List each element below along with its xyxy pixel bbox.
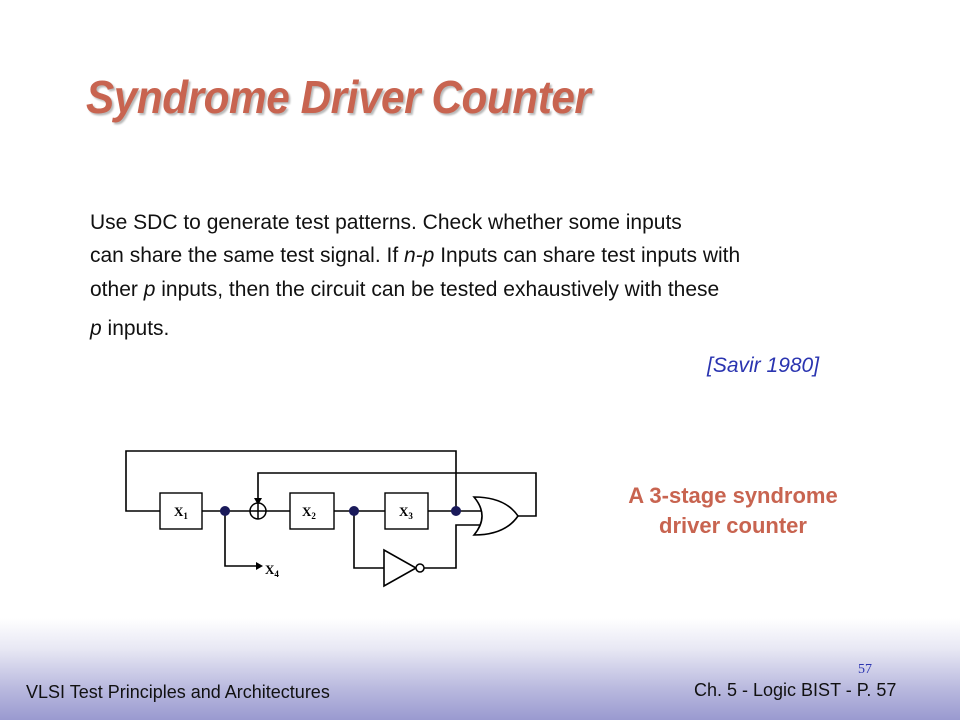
caption-line-1: A 3-stage syndrome [628,483,838,508]
paragraph-text: Inputs can share test inputs with [434,244,741,267]
junction-node-2 [349,506,359,516]
x2-label: $X_2$ [302,504,316,521]
x1-label: $X_1$ [174,504,188,521]
footer-band [0,618,960,720]
paragraph-text: inputs. [101,317,170,340]
paragraph-text: other [90,278,144,301]
paragraph-text: Use SDC to generate test patterns. Check whether some inputs [90,211,682,234]
x4-label: $X_4$ [265,562,279,579]
footer-chapter-page: Ch. 5 - Logic BIST - P. 57 [694,680,897,700]
diagram-caption [600,481,866,541]
junction-node-1 [220,506,230,516]
paragraph-text: can share the same test signal. If [90,244,404,267]
xor-gate-icon [250,503,266,519]
math-italic: p [143,278,156,301]
math-italic: n-p [404,244,435,267]
wire-inverter-in [354,511,384,568]
wire-inverter-out [424,525,484,568]
x4-arrowhead [256,562,263,570]
citation: [Savir 1980] [707,354,820,377]
wire-x4-branch [225,511,256,566]
math-italic: p [90,317,102,340]
junction-node-3 [451,506,461,516]
footer-page-small: 57 [858,662,872,677]
caption-line-2: driver counter [659,513,807,538]
x3-label: $X_3$ [399,504,413,521]
paragraph-text: inputs, then the circuit can be tested exhaustively with these [155,278,720,301]
footer-course-title: VLSI Test Principles and Architectures [26,682,330,702]
slide-title: Syndrome Driver Counter [86,71,591,123]
or-gate-icon [474,497,518,535]
inverter-gate-icon [384,550,424,586]
